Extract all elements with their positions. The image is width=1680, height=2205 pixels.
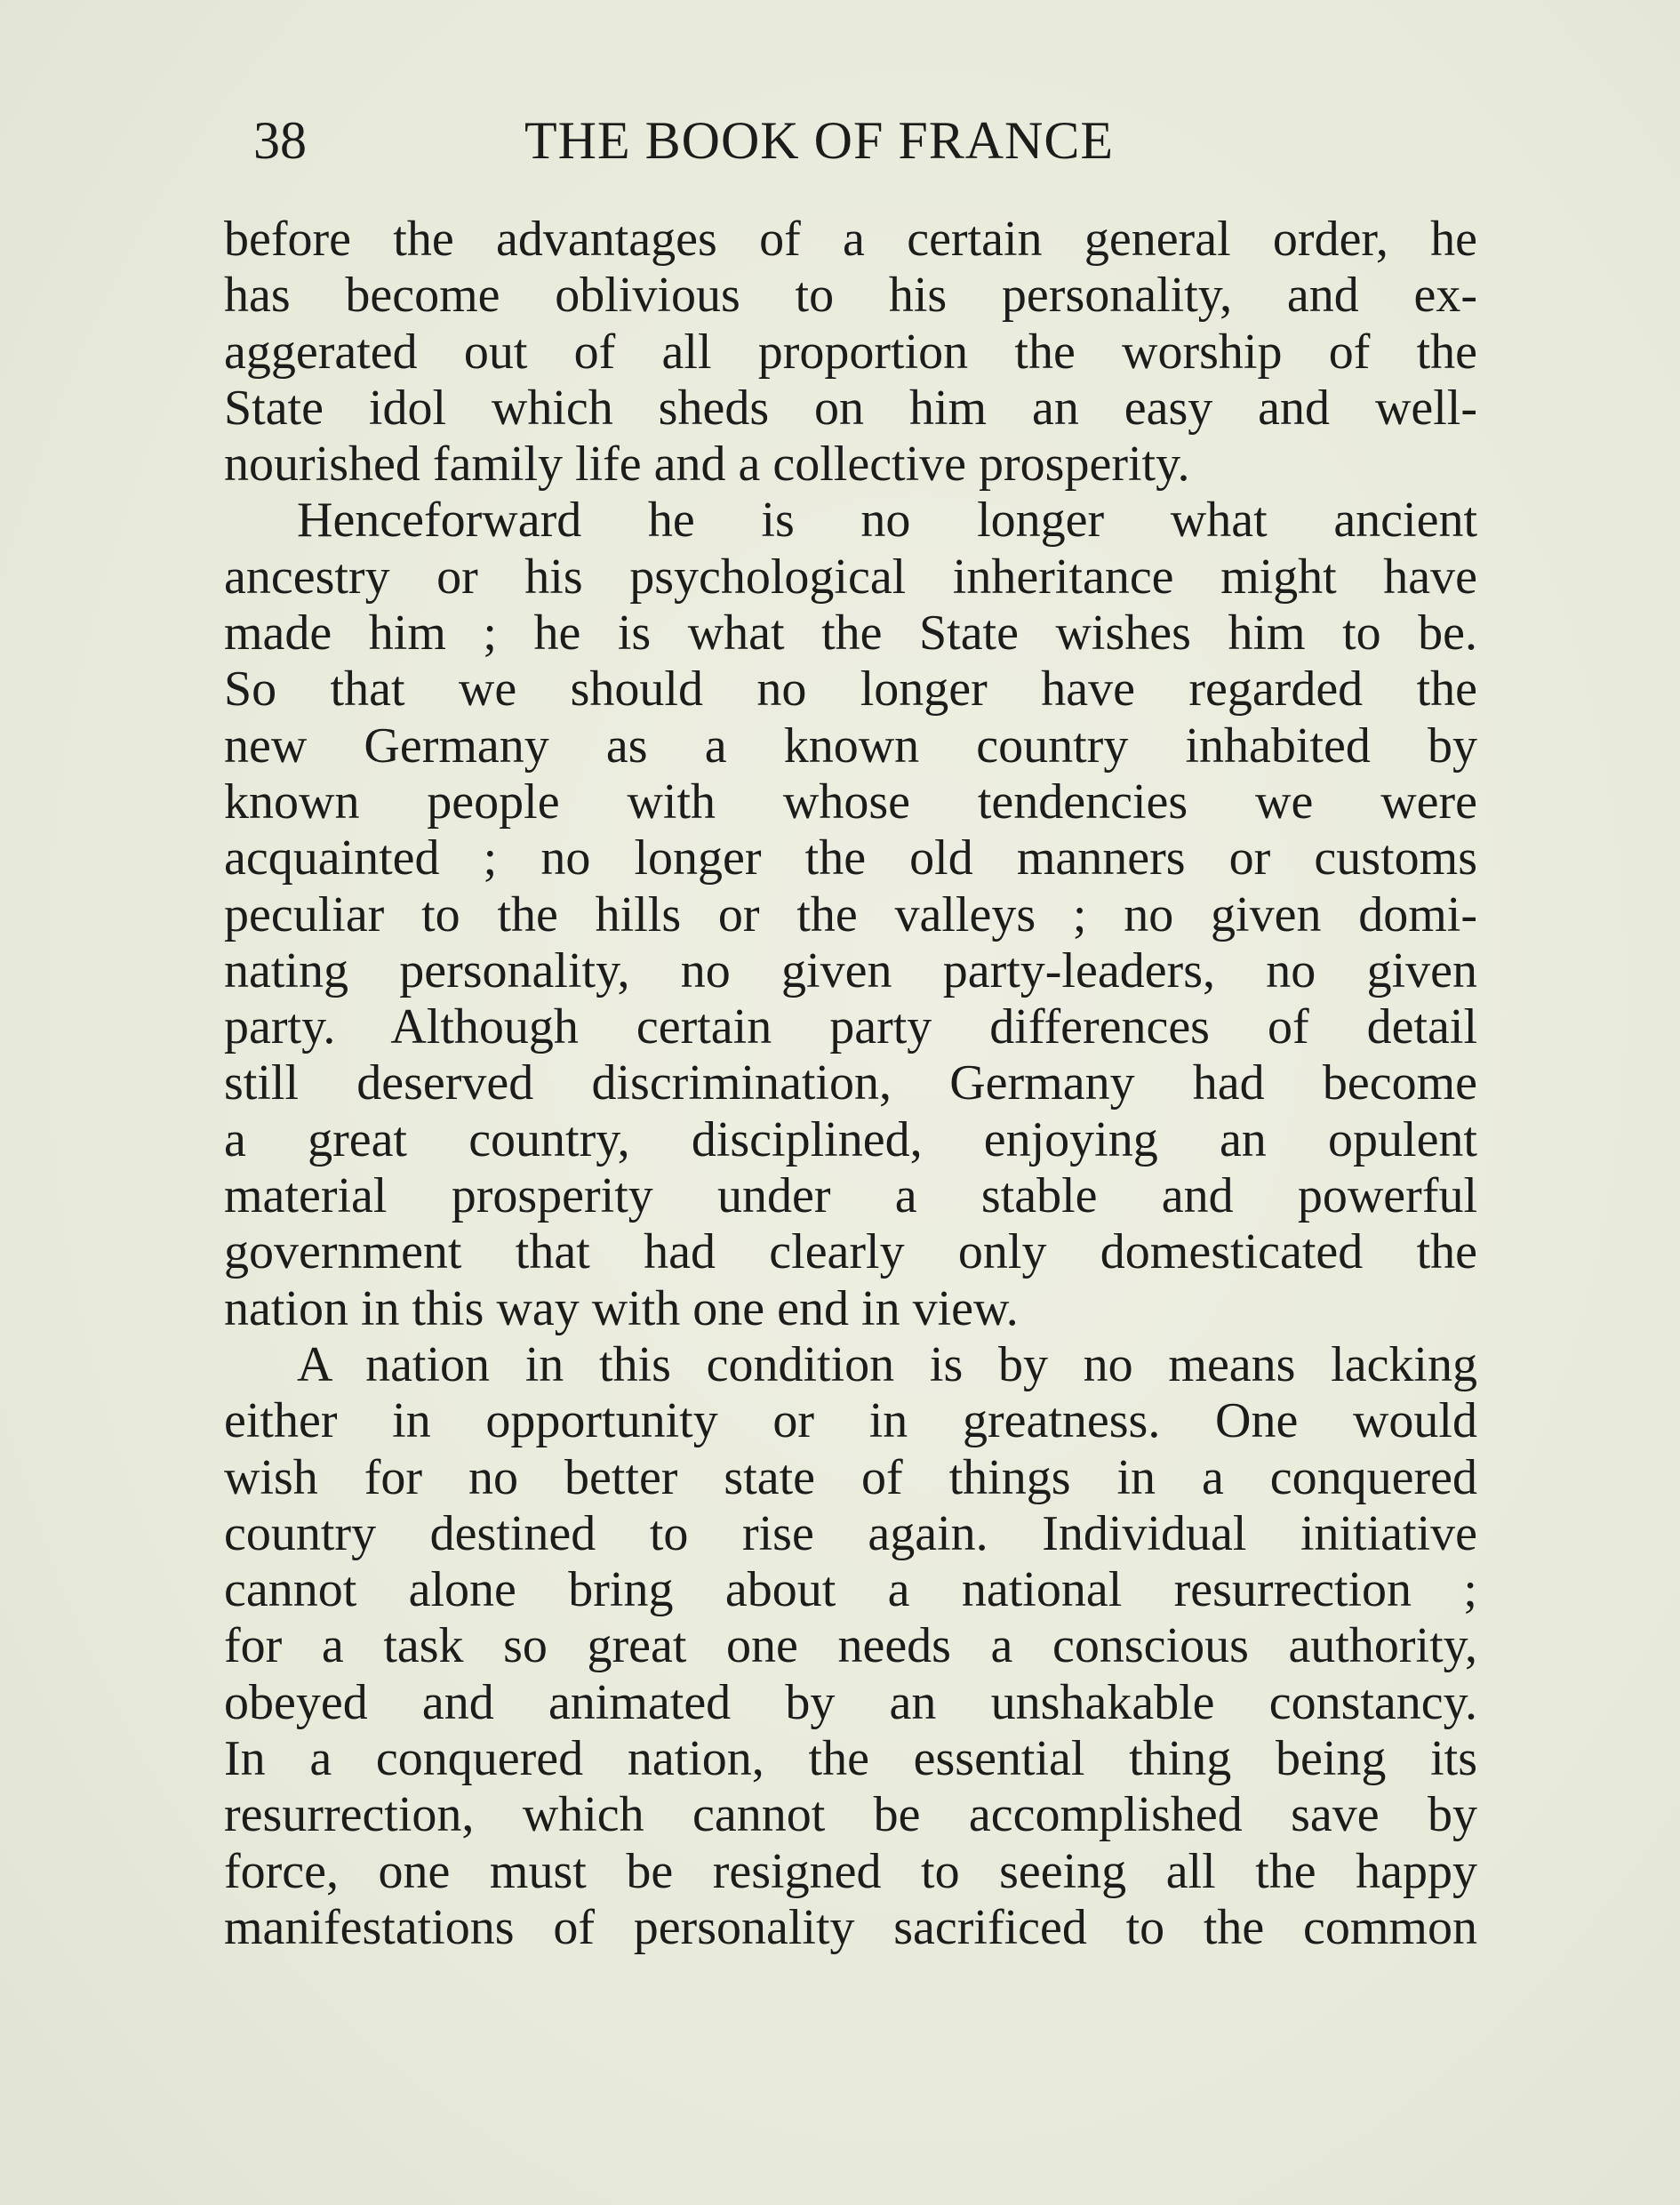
text-line: made him ; he is what the State wishes him to be. bbox=[224, 605, 1477, 662]
text-line: for a task so great one needs a conscious authority, bbox=[224, 1618, 1477, 1674]
text-line: aggerated out of all proportion the worship of the bbox=[224, 324, 1477, 380]
text-line: In a conquered nation, the essential thing being its bbox=[224, 1731, 1477, 1787]
text-line: nourished family life and a collective prosperity. bbox=[224, 437, 1190, 493]
page-number: 38 bbox=[253, 111, 307, 170]
text-line: resurrection, which cannot be accomplished save by bbox=[224, 1787, 1477, 1843]
text-line: either in opportunity or in greatness. One would bbox=[224, 1393, 1477, 1449]
text-line: Henceforward he is no longer what ancient bbox=[297, 493, 1477, 549]
text-line: before the advantages of a certain general order, he bbox=[224, 212, 1477, 267]
text-line: manifestations of personality sacrificed to the common bbox=[224, 1899, 1477, 1955]
text-line: State idol which sheds on him an easy and well- bbox=[224, 380, 1477, 436]
text-line: force, one must be resigned to seeing all the happy bbox=[224, 1843, 1477, 1899]
text-line: material prosperity under a stable and powerful bbox=[224, 1168, 1477, 1224]
text-line: government that had clearly only domesticated the bbox=[224, 1224, 1477, 1280]
page-header bbox=[253, 105, 1204, 176]
text-line: So that we should no longer have regarded the bbox=[224, 662, 1477, 718]
text-line: wish for no better state of things in a conquered bbox=[224, 1449, 1477, 1505]
text-line: ancestry or his psychological inheritance might have bbox=[224, 549, 1477, 605]
text-line: nating personality, no given party-leaders, no given bbox=[224, 942, 1477, 998]
text-line: country destined to rise again. Individual initiative bbox=[224, 1505, 1477, 1561]
text-line: obeyed and animated by an unshakable constancy. bbox=[224, 1674, 1477, 1730]
text-line: known people with whose tendencies we were bbox=[224, 774, 1477, 830]
text-line: a great country, disciplined, enjoying an opulent bbox=[224, 1111, 1477, 1167]
text-line: cannot alone bring about a national resurrection ; bbox=[224, 1562, 1477, 1618]
text-line: still deserved discrimination, Germany had become bbox=[224, 1055, 1477, 1111]
text-line: has become oblivious to his personality, and ex- bbox=[224, 268, 1477, 324]
text-line: acquainted ; no longer the old manners or customs bbox=[224, 830, 1477, 886]
text-line: party. Although certain party differences of detail bbox=[224, 999, 1477, 1055]
body-text bbox=[224, 212, 1477, 1956]
text-line: peculiar to the hills or the valleys ; no given domi- bbox=[224, 886, 1477, 942]
text-line: A nation in this condition is by no means lacking bbox=[297, 1336, 1477, 1392]
running-title: THE BOOK OF FRANCE bbox=[524, 111, 1115, 170]
text-line: new Germany as a known country inhabited by bbox=[224, 718, 1477, 774]
text-line: nation in this way with one end in view. bbox=[224, 1280, 1019, 1336]
